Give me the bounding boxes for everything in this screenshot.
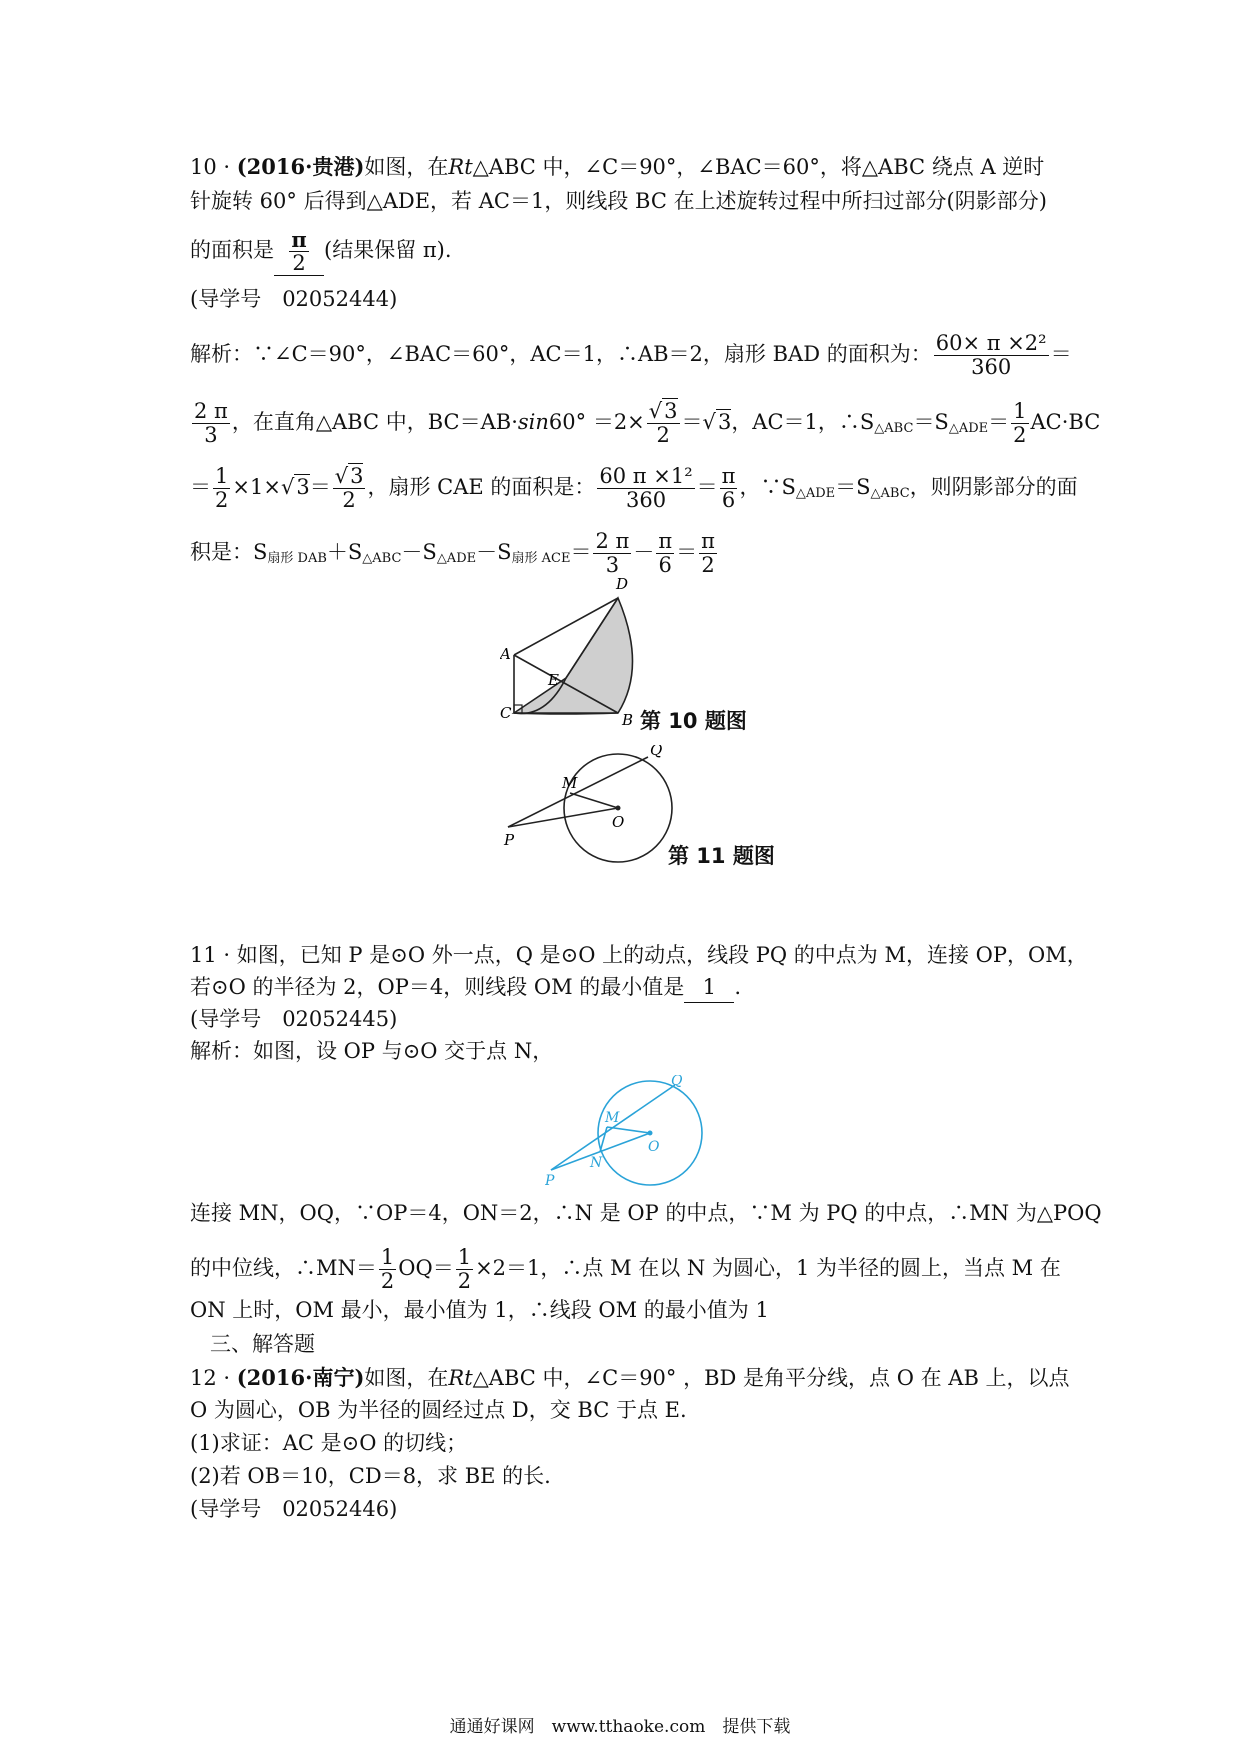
- q12-guide: (导学号 02052446): [190, 1497, 398, 1521]
- q10-solution-line3: ＝ $\frac{1}{2}$ ×1×√3＝ $\frac{√3}{2}$ ，扇形 CAE 的面积是： $\frac{\text{60 π ×1²}}{360}$ ＝ $\frac{\pi}{6}$ ，$\because S_{\triangle ADE}=S_{\triangle ABC}$，则阴影部分的面: [190, 464, 1078, 513]
- label-D: D: [616, 575, 629, 593]
- label-E: E: [548, 671, 559, 689]
- q10-guide: (导学号 02052444): [190, 287, 398, 311]
- q12-line2: O 为圆心，OB 为半径的圆经过点 D，交 BC 于点 E.: [190, 1398, 687, 1422]
- q11-solution-line3: 的中位线，∴MN＝ $\frac{1}{2}$ OQ＝ $\frac{1}{2}$ ×2＝1，∴点 M 在以 N 为圆心，1 为半径的圆上，当点 M 在: [190, 1245, 1061, 1294]
- label-P: P: [504, 831, 515, 849]
- label-M: M: [562, 774, 578, 792]
- q12-line1: 12 · (2016·南宁)如图，在Rt△ABC 中，∠C＝90° ，BD 是角平分线，点 O 在 AB 上，以点: [190, 1365, 1070, 1390]
- q11-solution-figure: [545, 1075, 705, 1190]
- q11-guide: (导学号 02052445): [190, 1007, 398, 1031]
- label-Q: Q: [650, 745, 663, 759]
- label-A: A: [500, 645, 511, 663]
- q11-figure: [500, 745, 680, 870]
- q10-figure-caption: 第 10 题图: [640, 709, 747, 733]
- label-B: B: [622, 711, 634, 729]
- label-M-blue: M: [605, 1110, 620, 1126]
- section-heading: 三、解答题: [210, 1332, 315, 1356]
- q10-solution-line1: 解析：∵∠C＝90°，∠BAC＝60°，AC＝1，∴AB＝2，扇形 BAD 的面积为： $\frac{\text{60× π ×2²}}{360}$ ＝: [190, 331, 1072, 380]
- q10-line1: 10 · (2016·贵港)如图，在Rt△ABC 中，∠C＝90°，∠BAC＝60°，将△ABC 绕点 A 逆时: [190, 154, 1045, 179]
- label-O-blue: O: [648, 1139, 660, 1155]
- q11-figure-caption: 第 11 题图: [668, 844, 775, 868]
- q10-shaded-region: [514, 598, 633, 714]
- q11-solution-line4: ON 上时，OM 最小，最小值为 1，∴线段 OM 的最小值为 1: [190, 1298, 769, 1322]
- q11-line2: 若⊙O 的半径为 2，OP＝4，则线段 OM 的最小值是 1 .: [190, 972, 741, 1003]
- page-footer: 通通好课网 www.tthaoke.com 提供下载: [449, 1717, 791, 1737]
- q10-solution-line4: 积是：$S_{扇形 DAB}+S_{\triangle ABC}-S_{\triangle ADE}-S_{扇形 ACE}=$ $\frac{2 \pi}{3}$ － $\frac{\pi}{6}$ ＝ $\frac{\pi}{2}$: [190, 529, 715, 578]
- q10-line2: 针旋转 60° 后得到△ADE，若 AC＝1，则线段 BC 在上述旋转过程中所扫过部分(阴影部分): [190, 189, 1047, 213]
- label-P-blue: P: [545, 1173, 555, 1189]
- q10-answer-blank: $\frac{\pi}{2}$: [274, 228, 324, 276]
- label-C: C: [500, 704, 512, 722]
- label-O: O: [612, 813, 625, 831]
- q11-answer-blank: 1: [684, 972, 734, 1003]
- q10-solution-line2: $\frac{2 \pi}{3}$ ，在直角△ABC 中，BC＝AB·sin60° ＝2× $\frac{√3}{2}$ ＝√3，AC＝1，$\therefore S_{\triangle ABC}=S_{\triangle ADE}=$ $\frac{1}{2}$ AC·BC: [194, 399, 1101, 448]
- q12-part2: (2)若 OB＝10，CD＝8，求 BE 的长.: [190, 1464, 551, 1488]
- label-Q-blue: Q: [671, 1075, 683, 1089]
- q10-line3: 的面积是 $\frac{\pi}{2}$ (结果保留 π).: [190, 227, 452, 276]
- q12-part1: (1)求证：AC 是⊙O 的切线；: [190, 1431, 468, 1455]
- q11-solution-line1: 解析：如图，设 OP 与⊙O 交于点 N，: [190, 1039, 554, 1063]
- q10-figure: [500, 575, 640, 735]
- q11-line1: 11 · 如图，已知 P 是⊙O 外一点，Q 是⊙O 上的动点，线段 PQ 的中点为 M，连接 OP，OM，: [190, 943, 1088, 967]
- q11-solution-line2: 连接 MN，OQ，∵OP＝4，ON＝2，∴N 是 OP 的中点，∵M 为 PQ 的中点，∴MN 为△POQ: [190, 1201, 1102, 1225]
- label-N-blue: N: [590, 1155, 603, 1171]
